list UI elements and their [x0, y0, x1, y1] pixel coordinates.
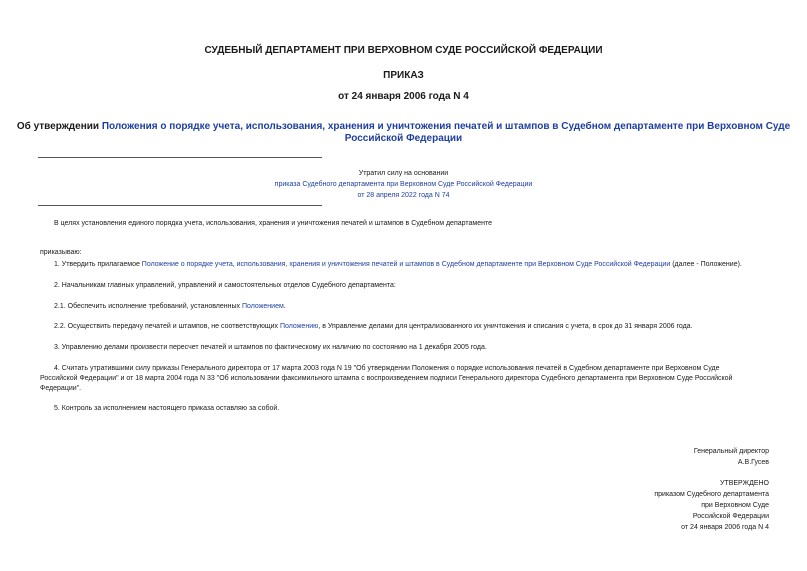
p1-text-b: (далее - Положение).: [670, 261, 742, 268]
title-link[interactable]: Положения о порядке учета, использования, хранения и уничтожения печатей и штампов в Судебном департаменте при Верховном Суде: [101, 121, 791, 132]
p22-text-b: , в Управление делами для централизованного их уничтожения и списания с учета, в срок до 31 января 2006 года.: [318, 323, 693, 330]
approval-line-3: при Верховном Суде: [701, 502, 769, 509]
document-type: ПРИКАЗ: [383, 70, 424, 81]
paragraph-4: [40, 364, 770, 394]
p22-link[interactable]: Положению: [280, 323, 319, 330]
divider-top: [38, 157, 322, 158]
status-link-date[interactable]: от 28 апреля 2022 года N 74: [357, 192, 450, 199]
title-prefix: Об утверждении: [16, 121, 102, 132]
p4-line-2: Российской Федерации" и от 18 марта 2004 года N 33 "Об использовании факсимильного штампа с воспроизведением подписи Генерального директора Судебного департамента при Верховном Суде Российской: [40, 375, 733, 382]
approval-line-5: от 24 января 2006 года N 4: [681, 524, 769, 531]
status-link[interactable]: приказа Судебного департамента при Верховном Суде Российской Федерации: [274, 181, 533, 188]
paragraph-1: [40, 260, 770, 270]
paragraph-5: 5. Контроль за исполнением настоящего приказа оставляю за собой.: [54, 405, 280, 412]
approval-line-1: УТВЕРЖДЕНО: [719, 480, 769, 487]
p4-line-3: Федерации".: [40, 385, 82, 392]
order-word: приказываю:: [40, 249, 82, 256]
paragraph-2-2: [40, 322, 770, 332]
department-heading: СУДЕБНЫЙ ДЕПАРТАМЕНТ ПРИ ВЕРХОВНОМ СУДЕ РОССИЙСКОЙ ФЕДЕРАЦИИ: [204, 45, 603, 56]
approval-line-2: приказом Судебного департамента: [654, 491, 769, 498]
p4-line-1: 4. Считать утратившими силу приказы Генерального директора от 17 марта 2003 года N 19 "Об утверждении Положения о порядке использования печатей в Судебном департаменте при Верховном Суде: [54, 365, 720, 372]
status-line-1: Утратил силу на основании: [358, 170, 449, 177]
signature-block: [694, 446, 769, 468]
status-notice: [0, 168, 807, 201]
p21-link[interactable]: Положением: [241, 303, 284, 310]
preamble: В целях установления единого порядка учета, использования, хранения и уничтожения печатей и штампов в Судебном департаменте: [54, 220, 492, 227]
paragraph-2: 2. Начальникам главных управлений, управлений и самостоятельных отделов Судебного департамента:: [54, 282, 396, 289]
title-link-cont[interactable]: Российской Федерации: [344, 133, 463, 144]
p22-text-a: 2.2. Осуществить передачу печатей и штампов, не соответствующих: [54, 323, 280, 330]
document-date: от 24 января 2006 года N 4: [338, 91, 469, 102]
paragraph-2-1: [40, 302, 770, 312]
paragraph-3: 3. Управлению делами произвести пересчет печатей и штампов по фактическому их наличию по состоянию на 1 декабря 2005 года.: [54, 344, 487, 351]
document-title: [0, 121, 807, 145]
p21-text-a: 2.1. Обеспечить исполнение требований, установленных: [54, 303, 242, 310]
p1-link[interactable]: Положение о порядке учета, использования, хранения и уничтожения печатей и штампов в Судебном департаменте при Верховном Суде Российской Федерации: [141, 261, 671, 268]
approval-block: [654, 478, 769, 533]
signature-position: Генеральный директор: [693, 448, 769, 455]
p21-text-b: .: [283, 303, 286, 310]
approval-line-4: Российской Федерации: [692, 513, 769, 520]
p1-text-a: 1. Утвердить прилагаемое: [54, 261, 142, 268]
divider-bottom: [38, 205, 322, 206]
signature-name: А.В.Гусев: [737, 459, 769, 466]
